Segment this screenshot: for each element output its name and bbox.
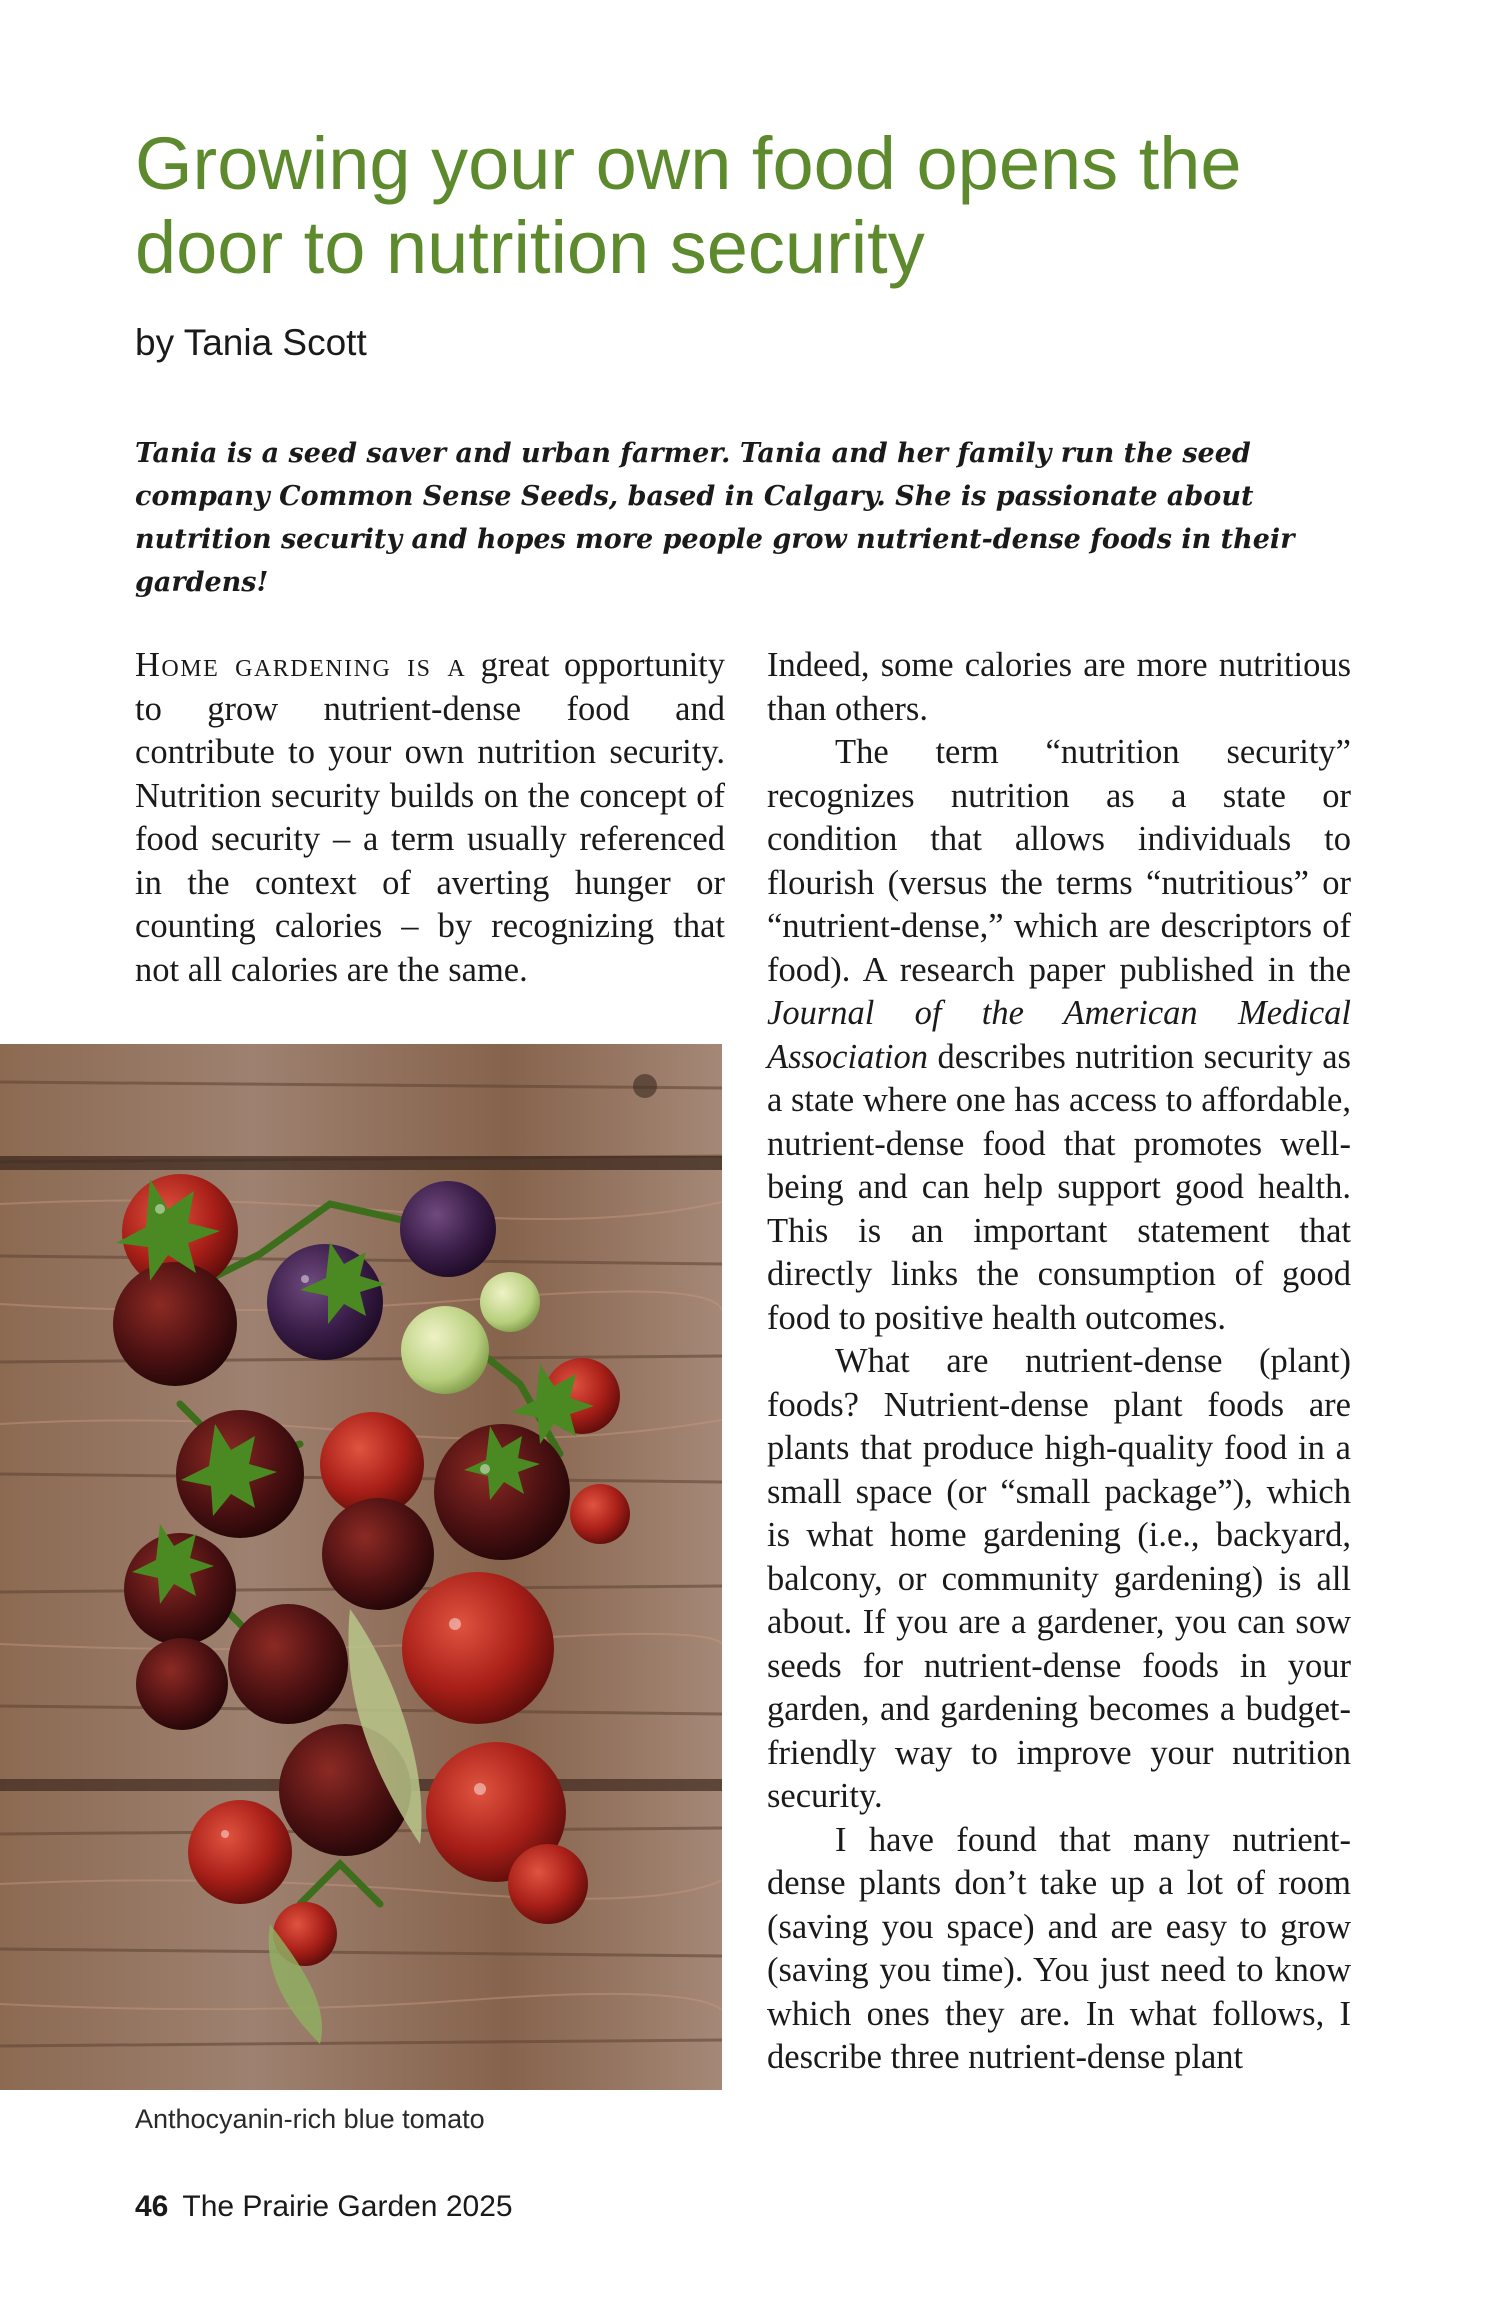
- publication-name: The Prairie Garden 2025: [182, 2190, 513, 2223]
- page-footer: [135, 2190, 513, 2224]
- author-bio: Tania is a seed saver and urban farmer. Tania and her family run the seed company Common Sense Seeds, based in Calgary. She is passionate about nutrition security and hopes more people grow nutrient-dense foods in their gardens!: [135, 438, 1295, 598]
- body-paragraph: [135, 644, 725, 992]
- body-paragraph: [767, 731, 1351, 1340]
- page-number: 46: [135, 2190, 169, 2223]
- photo-caption: Anthocyanin-rich blue tomato: [135, 2104, 485, 2134]
- body-paragraph: What are nutrient-dense (plant) foods? Nutrient-dense plant foods are plants that produce high-quality food in a small space (or “small package”), which is what home gardening (i.e., backyard, balcony, or community gardening) is all about. If you are a gardener, you can sow seeds for nutrient-dense foods in your garden, and gardening becomes a budget-friendly way to improve your nutrition security.: [767, 1342, 1351, 1815]
- body-paragraph: I have found that many nutrient-dense plants don’t take up a lot of room (saving you space) and are easy to grow (saving you time). You just need to know which ones they are. In what follows, I describe three nutrient-dense plant: [767, 1820, 1351, 2076]
- paragraph-text: The term “nutrition security” recognizes nutrition as a state or condition that allows individuals to flourish (versus the terms “nutritious” or “nutrient-dense,” which are descriptors of food). A research paper published in the: [767, 733, 1351, 989]
- body-paragraph: Indeed, some calories are more nutritious than others.: [767, 646, 1351, 728]
- paragraph-text: describes nutrition security as a state where one has access to affordable, nutrient-dense food that promotes well-being and can help support good health. This is an important statement that directly links the consumption of good food to positive health outcomes.: [767, 1037, 1351, 1337]
- body-column-left: [135, 644, 725, 992]
- body-column-right: [767, 644, 1351, 2080]
- byline: by Tania Scott: [135, 322, 367, 363]
- lead-in: Home gardening is a: [135, 646, 467, 684]
- journal-title: Journal of the American Medical Association: [767, 994, 1351, 1076]
- paragraph-text: great opportunity to grow nutrient-dense food and contribute to your own nutrition security. Nutrition security builds on the concept of food security – a term usually referenced in the context of averting hunger or counting calories – by recognizing that not all calories are the same.: [135, 646, 725, 989]
- tomato-photo: [0, 1044, 722, 2090]
- article-title: Growing your own food opens the door to nutrition security: [135, 122, 1242, 289]
